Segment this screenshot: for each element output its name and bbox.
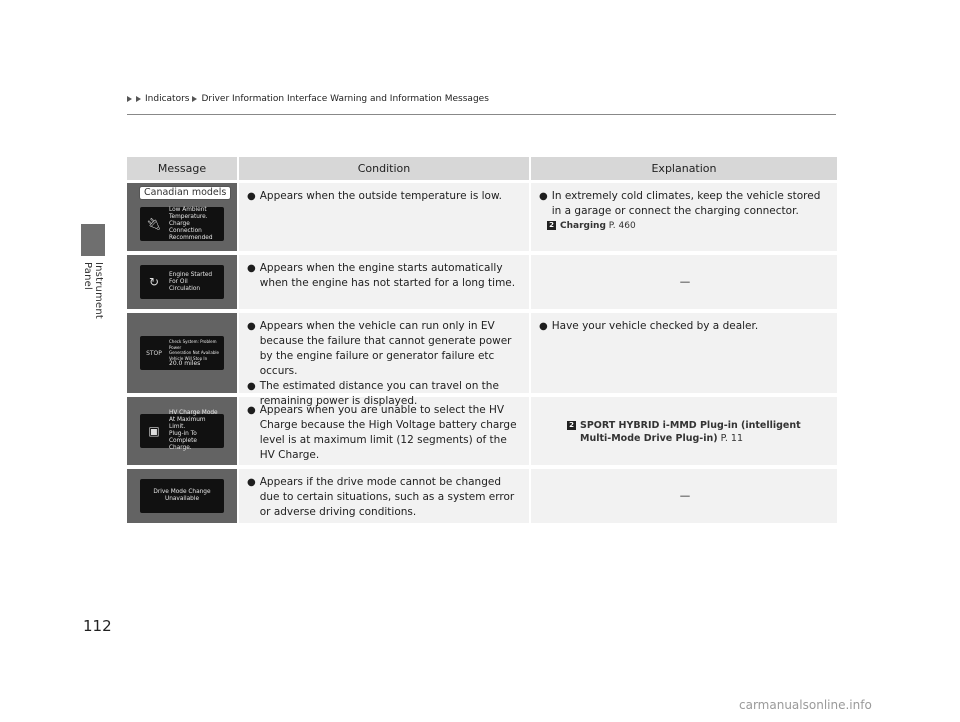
- display-text: Check System: Problem Power Generation Not Available Vehicle Will Stop In 20.0 miles: [169, 339, 219, 368]
- reference-icon: 2: [567, 421, 576, 430]
- message-image: [127, 397, 237, 465]
- explanation-cell: [529, 469, 837, 523]
- display-screen: [140, 336, 224, 370]
- breadcrumb-arrow-icon: [127, 96, 132, 102]
- condition-text: Appears when the vehicle can run only in EV because the failure that cannot generate power by the engine failure or generator failure etc occurs.: [259, 320, 512, 377]
- explanation-text: —: [679, 490, 691, 502]
- chapter-tab: [81, 224, 105, 256]
- header-divider: [127, 114, 836, 115]
- battery-icon: ▣: [148, 424, 160, 438]
- breadcrumb: [127, 94, 489, 104]
- explanation-cell: [529, 397, 837, 465]
- explanation-text: Have your vehicle checked by a dealer.: [551, 320, 759, 332]
- explanation-cell: [529, 255, 837, 309]
- condition-text: Appears when the engine starts automatically when the engine has not started for a long time.: [259, 262, 516, 289]
- plug-icon: 🔌︎: [146, 217, 162, 231]
- refresh-icon: ↻: [148, 275, 160, 289]
- condition-cell: ● Appears if the drive mode cannot be changed due to certain situations, such as a system error or adverse driving conditions.: [237, 469, 529, 523]
- display-text: HV Charge Mode At Maximum Limit. Plug-in To Complete Charge.: [169, 410, 218, 451]
- breadcrumb-item[interactable]: Driver Information Interface Warning and Information Messages: [201, 94, 489, 104]
- display-screen: [140, 410, 224, 451]
- stop-icon: STOP: [146, 349, 162, 357]
- display-screen: [140, 479, 224, 513]
- condition-text: Appears if the drive mode cannot be changed due to certain situations, such as a system error or adverse driving conditions.: [259, 476, 515, 518]
- chapter-label: Instrument Panel: [82, 262, 104, 320]
- column-header: Condition: [237, 157, 529, 180]
- display-screen: [140, 207, 224, 241]
- messages-table: [127, 157, 837, 527]
- explanation-cell: ● In extremely cold climates, keep the vehicle stored in a garage or connect the charging connector. 2 Charging P. 460: [529, 183, 837, 251]
- display-text: Low Ambient Temperature. Charge Connection Recommended: [169, 206, 213, 241]
- table-row: [127, 313, 837, 407]
- region-badge: Canadian models: [139, 186, 231, 200]
- breadcrumb-arrow-icon: [136, 96, 141, 102]
- message-image: [127, 313, 237, 393]
- watermark: carmanualsonline.info: [739, 698, 872, 712]
- table-row: [127, 397, 837, 465]
- table-row: [127, 255, 837, 309]
- cross-reference[interactable]: 2 SPORT HYBRID i-MMD Plug-in (intelligent Multi-Mode Drive Plug-in) P. 11: [567, 419, 831, 445]
- display-screen: [140, 265, 224, 299]
- display-text: Engine Started For Oil Circulation: [169, 271, 213, 292]
- cross-reference[interactable]: 2 Charging P. 460: [547, 219, 831, 234]
- condition-cell: ● Appears when the engine starts automatically when the engine has not started for a long time.: [237, 255, 529, 309]
- condition-text: The estimated distance you can travel on the remaining power is displayed.: [259, 380, 499, 407]
- message-image: [127, 183, 237, 251]
- explanation-cell: ● Have your vehicle checked by a dealer.: [529, 313, 837, 393]
- message-image: [127, 469, 237, 523]
- breadcrumb-arrow-icon: [192, 96, 197, 102]
- breadcrumb-item[interactable]: Indicators: [145, 94, 190, 104]
- table-row: [127, 469, 837, 523]
- condition-text: Appears when the outside temperature is low.: [259, 190, 502, 202]
- display-text: Drive Mode Change Unavailable: [153, 489, 211, 502]
- condition-cell: ● Appears when the outside temperature is low.: [237, 183, 529, 251]
- explanation-text: In extremely cold climates, keep the vehicle stored in a garage or connect the charging connector.: [551, 190, 821, 217]
- reference-icon: 2: [547, 221, 556, 230]
- explanation-text: —: [679, 276, 691, 288]
- condition-cell: ● Appears when the vehicle can run only in EV because the failure that cannot generate power by the engine failure or generator failure etc occurs. ● The estimated distance you can travel on the remaining power is displayed.: [237, 313, 529, 393]
- column-header: Message: [157, 162, 207, 175]
- page-number: 112: [83, 617, 112, 635]
- condition-cell: ● Appears when you are unable to select the HV Charge because the High Voltage battery charge level is at maximum limit (12 segments) of the HV Charge.: [237, 397, 529, 465]
- table-row: [127, 183, 837, 251]
- condition-text: Appears when you are unable to select the HV Charge because the High Voltage battery charge level is at maximum limit (12 segments) of the HV Charge.: [259, 404, 517, 461]
- message-image: [127, 255, 237, 309]
- table-header: [127, 157, 837, 180]
- column-header: Explanation: [529, 157, 837, 180]
